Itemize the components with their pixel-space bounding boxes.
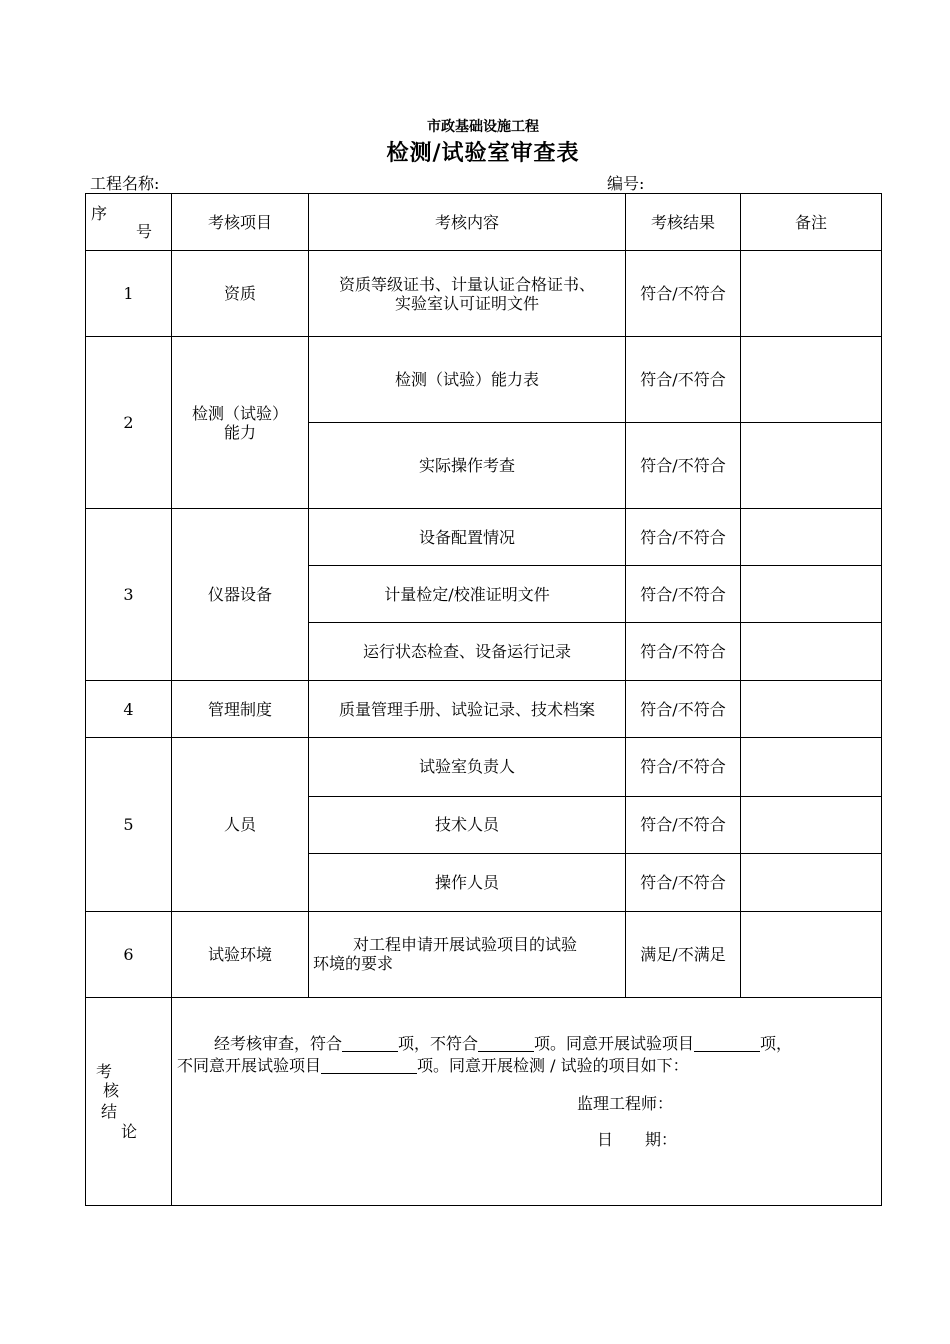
row-remark[interactable]	[741, 738, 882, 796]
row-result: 符合/不符合	[626, 566, 741, 623]
row-item: 资质	[172, 251, 309, 337]
row-content: 资质等级证书、计量认证合格证书、 实验室认可证明文件	[309, 251, 626, 337]
row-result: 符合/不符合	[626, 681, 741, 738]
supervisor-signature-label: 监理工程师：	[577, 1093, 674, 1113]
table-row	[86, 337, 882, 423]
row-item: 试验环境	[172, 911, 309, 997]
row-result: 符合/不符合	[626, 423, 741, 509]
row-item: 仪器设备	[172, 509, 309, 681]
row-result: 符合/不符合	[626, 623, 741, 681]
row-seq: 4	[86, 681, 172, 738]
row-content: 设备配置情况	[309, 509, 626, 566]
date-label: 日 期：	[597, 1129, 678, 1149]
row-result: 符合/不符合	[626, 853, 741, 911]
pass-count-blank[interactable]	[342, 1035, 398, 1052]
code-label: 编号:	[607, 174, 645, 193]
row-content: 试验室负责人	[309, 738, 626, 796]
row-content: 运行状态检查、设备运行记录	[309, 623, 626, 681]
form-subtitle: 市政基础设施工程	[427, 119, 539, 135]
row-seq: 1	[86, 251, 172, 337]
row-content: 质量管理手册、试验记录、技术档案	[309, 681, 626, 738]
header-seq: 序 号	[86, 194, 172, 251]
row-remark[interactable]	[741, 337, 882, 423]
rejected-count-blank[interactable]	[321, 1057, 417, 1074]
review-table	[85, 193, 882, 1206]
fail-count-blank[interactable]	[478, 1035, 534, 1052]
row-remark[interactable]	[741, 911, 882, 997]
table-header-row	[86, 194, 882, 251]
conclusion-row	[86, 997, 882, 1205]
form-title: 检测/试验室审查表	[386, 141, 580, 166]
row-item: 人员	[172, 738, 309, 911]
header-content: 考核内容	[309, 194, 626, 251]
conclusion-text: 经考核审查，符合 项，不符合 项。同意开展试验项目 项， 不同意开展试验项目 项。同意开展检测 / 试验的项目如下：	[177, 1033, 793, 1075]
row-result: 符合/不符合	[626, 738, 741, 796]
project-name-label: 工程名称:	[90, 174, 160, 193]
row-remark[interactable]	[741, 681, 882, 738]
table-row	[86, 251, 882, 337]
row-content: 实际操作考查	[309, 423, 626, 509]
row-remark[interactable]	[741, 623, 882, 681]
row-content: 检测（试验）能力表	[309, 337, 626, 423]
row-result: 符合/不符合	[626, 251, 741, 337]
row-result: 符合/不符合	[626, 337, 741, 423]
conclusion-body	[172, 997, 882, 1205]
row-remark[interactable]	[741, 566, 882, 623]
row-result: 符合/不符合	[626, 796, 741, 853]
row-seq: 3	[86, 509, 172, 681]
row-remark[interactable]	[741, 796, 882, 853]
row-remark[interactable]	[741, 423, 882, 509]
row-result: 符合/不符合	[626, 509, 741, 566]
table-row	[86, 911, 882, 997]
row-result: 满足/不满足	[626, 911, 741, 997]
row-remark[interactable]	[741, 251, 882, 337]
row-item: 管理制度	[172, 681, 309, 738]
row-remark[interactable]	[741, 853, 882, 911]
header-result: 考核结果	[626, 194, 741, 251]
header-item: 考核项目	[172, 194, 309, 251]
row-remark[interactable]	[741, 509, 882, 566]
approved-count-blank[interactable]	[694, 1035, 760, 1052]
row-item: 检测（试验） 能力	[172, 337, 309, 509]
row-content: 技术人员	[309, 796, 626, 853]
row-content: 对工程申请开展试验项目的试验 环境的要求	[309, 911, 626, 997]
table-row	[86, 681, 882, 738]
header-remark: 备注	[741, 194, 882, 251]
table-row	[86, 738, 882, 796]
row-content: 计量检定/校准证明文件	[309, 566, 626, 623]
table-row	[86, 509, 882, 566]
row-seq: 2	[86, 337, 172, 509]
conclusion-label: 考 核 结 论	[86, 997, 172, 1205]
row-content: 操作人员	[309, 853, 626, 911]
row-seq: 5	[86, 738, 172, 911]
row-seq: 6	[86, 911, 172, 997]
